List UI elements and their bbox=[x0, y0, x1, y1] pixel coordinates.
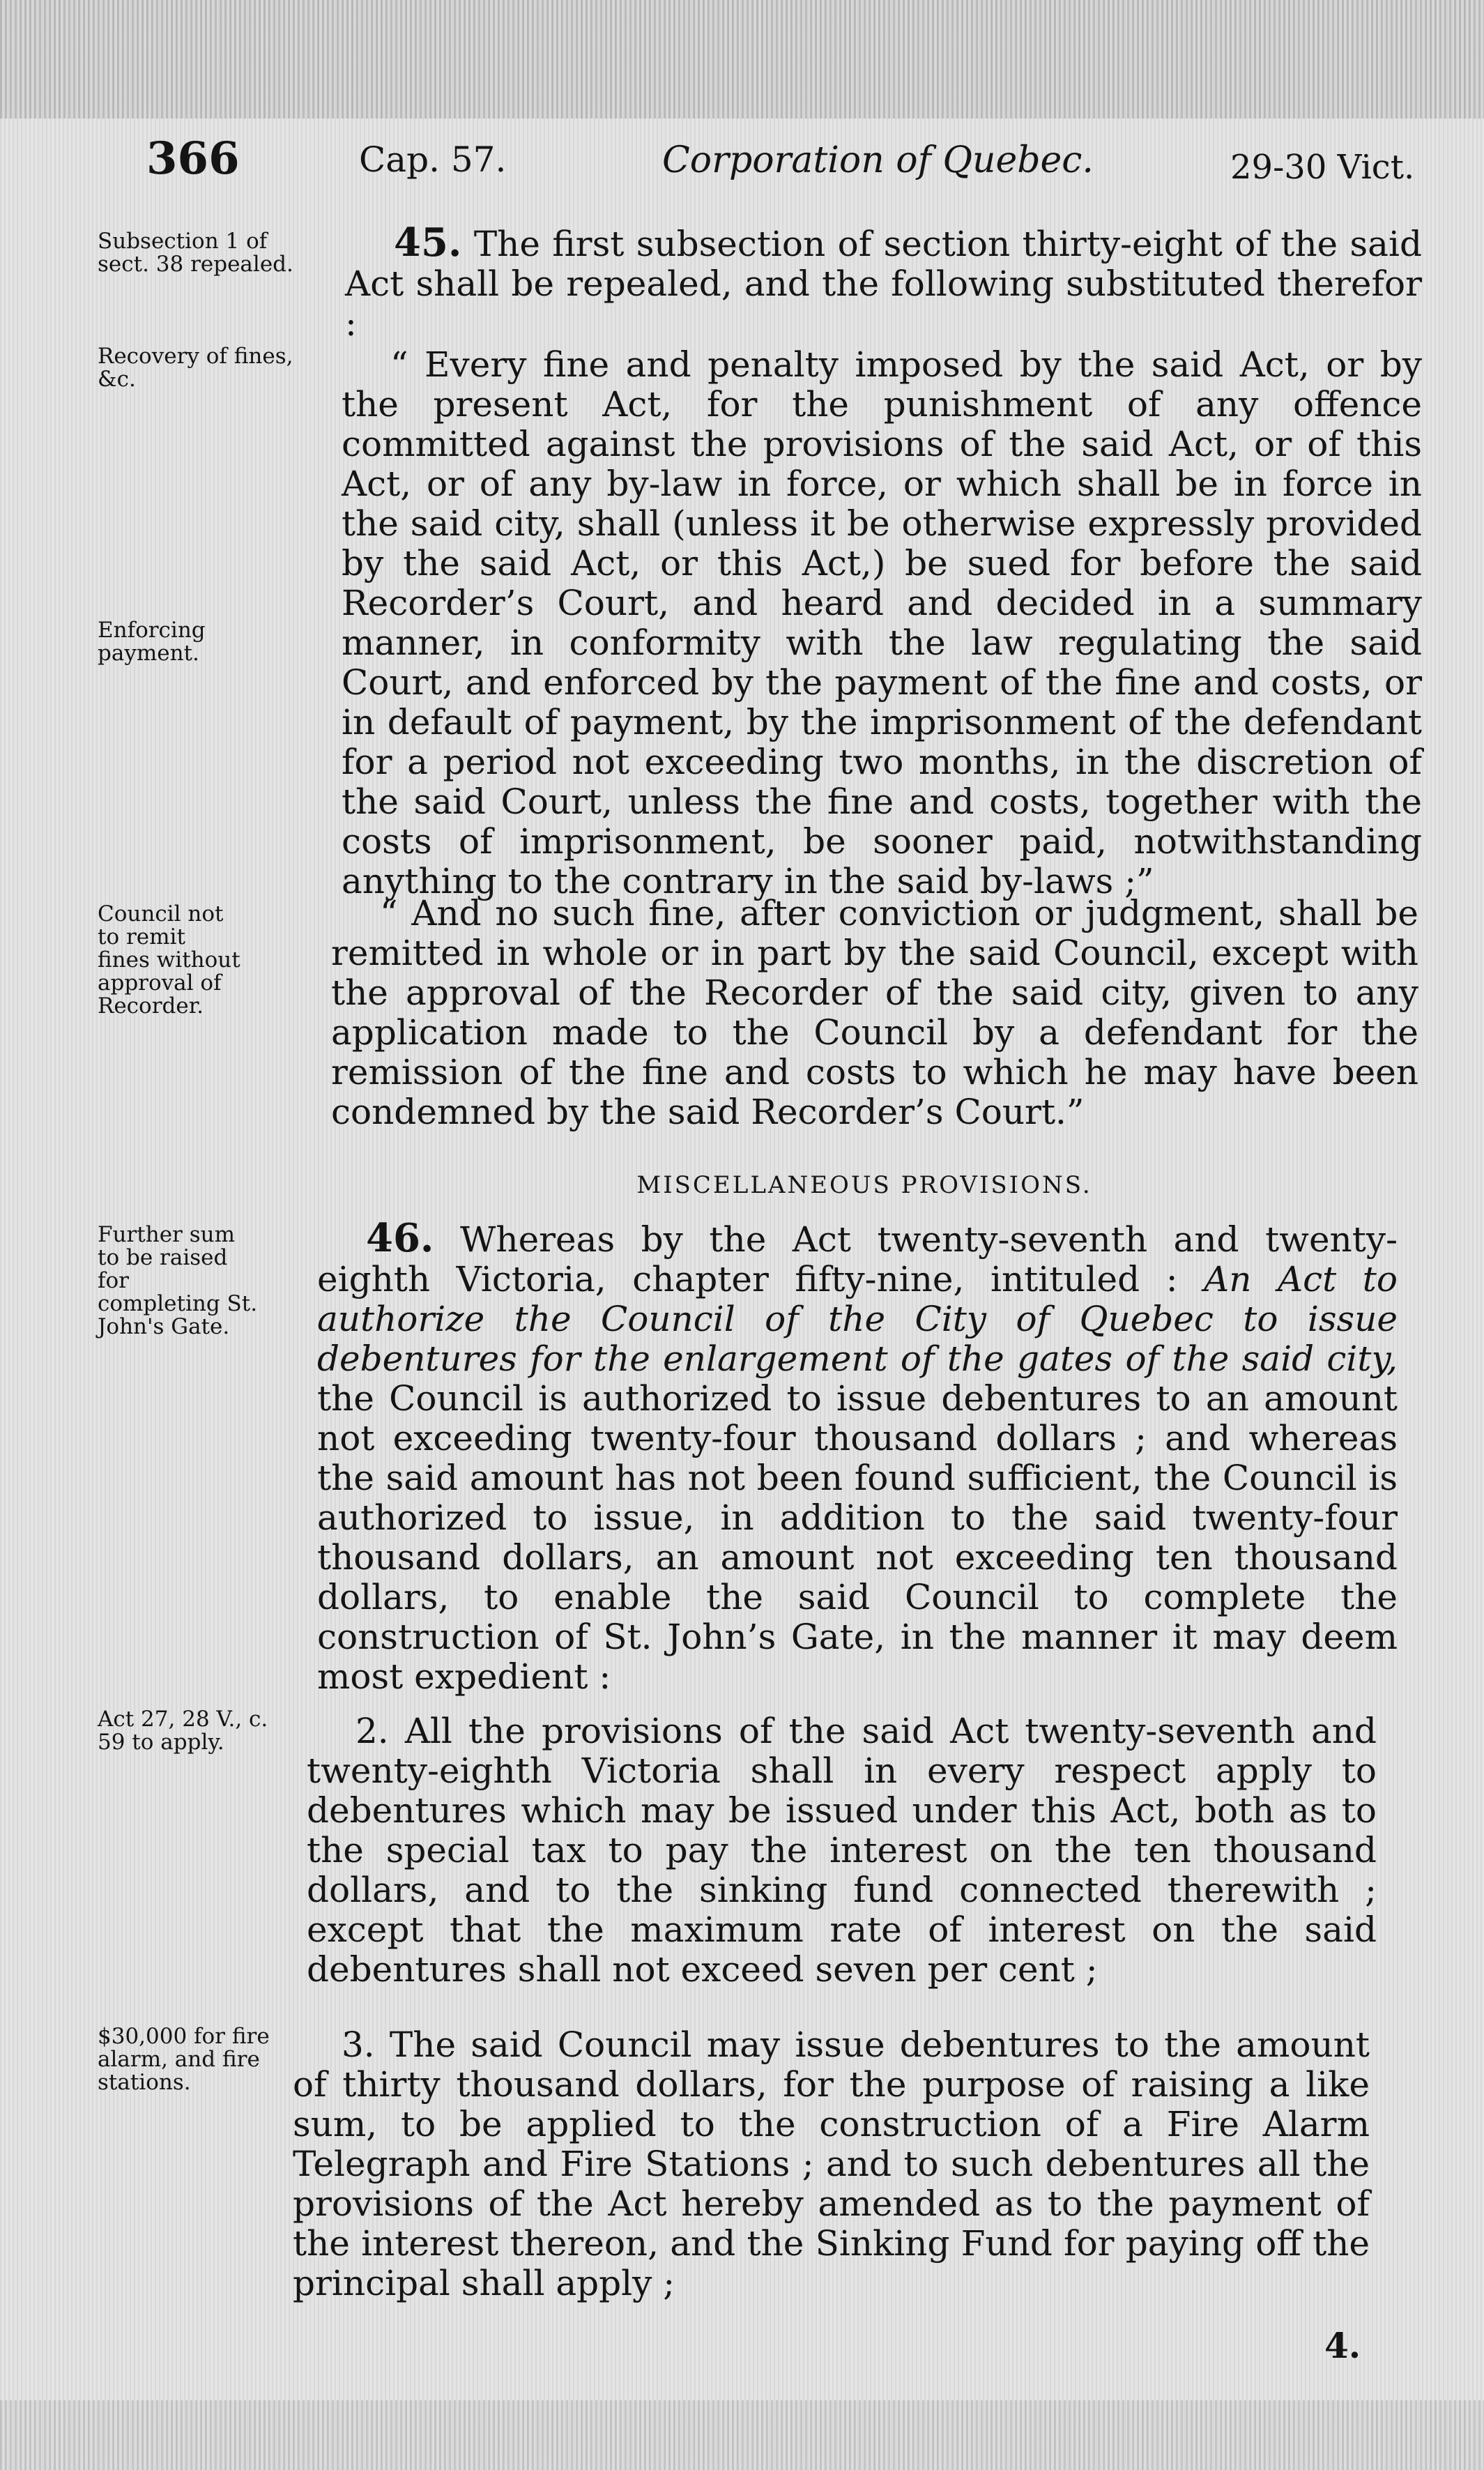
scan-top-band bbox=[0, 0, 1484, 119]
section-45-text: The first subsection of section thirty-eight of the said Act shall be repealed, and the following substituted therefor : bbox=[345, 224, 1422, 344]
regnal-year: 29-30 Vict. bbox=[1230, 148, 1415, 187]
margin-note-act-to-apply: Act 27, 28 V., c. 59 to apply. bbox=[98, 1707, 268, 1755]
subsection-3-number: 3. bbox=[342, 2025, 375, 2065]
margin-note-fire-alarm: $30,000 for fire alarm, and fire stations. bbox=[98, 2024, 270, 2095]
subsection-3 bbox=[293, 2025, 1370, 2303]
chapter-label: Cap. 57. bbox=[359, 139, 507, 180]
page-number: 366 bbox=[146, 132, 240, 185]
section-46-act-title: An Act to authorize the Council of the City of Quebec to issue debentures for the enlargement of the gates of the said city, bbox=[317, 1259, 1398, 1379]
margin-note-further-sum: Further sum to be raised for completing St. John's Gate. bbox=[98, 1222, 258, 1339]
running-title: Corporation of Quebec. bbox=[662, 139, 1094, 181]
miscellaneous-provisions-heading: MISCELLANEOUS PROVISIONS. bbox=[636, 1171, 1092, 1199]
section-46-number: 46. bbox=[366, 1215, 434, 1261]
section-46-text-a: Whereas by the Act twenty-seventh and twenty-eighth Victoria, chapter fifty-nine, intituled : bbox=[317, 1219, 1398, 1299]
margin-note-recovery-of-fines: Recovery of fines, &c. bbox=[98, 344, 293, 392]
catchword: 4. bbox=[1324, 2325, 1361, 2366]
margin-note-subsection-repealed: Subsection 1 of sect. 38 repealed. bbox=[98, 229, 293, 277]
margin-note-council-not-remit: Council not to remit fines without approval of Recorder. bbox=[98, 901, 240, 1019]
subsection-2-number: 2. bbox=[355, 1711, 389, 1751]
section-45 bbox=[345, 220, 1422, 344]
subsection-3-text: The said Council may issue debentures to the amount of thirty thousand dollars, for the purpose of raising a like sum, to be applied to the construction of a Fire Alarm Telegraph and Fire Stations ; and to such debentures all the provisions of the Act hereby amended as to the payment of the interest thereon, and the Sinking Fund for paying off the principal shall apply ; bbox=[293, 2025, 1370, 2303]
section-46-text-b: the Council is authorized to issue debentures to an amount not exceeding twenty-four thousand dollars ; and whereas the said amount has not been found sufficient, the Council is authorized to issue, in addition to the said twenty-four thousand dollars, an amount not exceeding ten thousand dollars, to enable the said Council to complete the construction of St. John’s Gate, in the manner it may deem most expedient : bbox=[317, 1378, 1398, 1697]
section-45-quote-1: “ Every fine and penalty imposed by the said Act, or by the present Act, for the punishment of any offence committed against the provisions of the said Act, or of this Act, or of any by-law in force, or which shall be in force in the said city, shall (unless it be otherwise expressly provided by the said Act, or this Act,) be sued for before the said Recorder’s Court, and heard and decided in a summary manner, in conformity with the law regulating the said Court, and enforced by the payment of the fine and costs, or in default of payment, by the imprisonment of the defendant for a period not exceeding two months, in the discretion of the said Court, unless the fine and costs, together with the costs of imprisonment, be sooner paid, notwithstanding anything to the contrary in the said by-laws ;” bbox=[342, 344, 1422, 901]
subsection-2 bbox=[307, 1712, 1377, 1990]
page-header bbox=[0, 132, 1484, 195]
margin-note-enforcing-payment: Enforcing payment. bbox=[98, 618, 206, 666]
section-45-number: 45. bbox=[394, 220, 462, 266]
subsection-2-text: All the provisions of the said Act twenty-seventh and twenty-eighth Victoria shall in every respect apply to debentures which may be issued under this Act, both as to the special tax to pay the interest on the ten thousand dollars, and to the sinking fund connected therewith ; except that the maximum rate of interest on the said debentures shall not exceed seven per cent ; bbox=[307, 1711, 1377, 1990]
scan-bottom-band bbox=[0, 2400, 1484, 2470]
section-46 bbox=[317, 1215, 1398, 1697]
section-45-quote-2: “ And no such fine, after conviction or judgment, shall be remitted in whole or in part by the said Council, except with the approval of the Recorder of the said city, given to any application made to the Council by a defendant for the remission of the fine and costs to which he may have been condemned by the said Recorder’s Court.” bbox=[331, 893, 1418, 1132]
